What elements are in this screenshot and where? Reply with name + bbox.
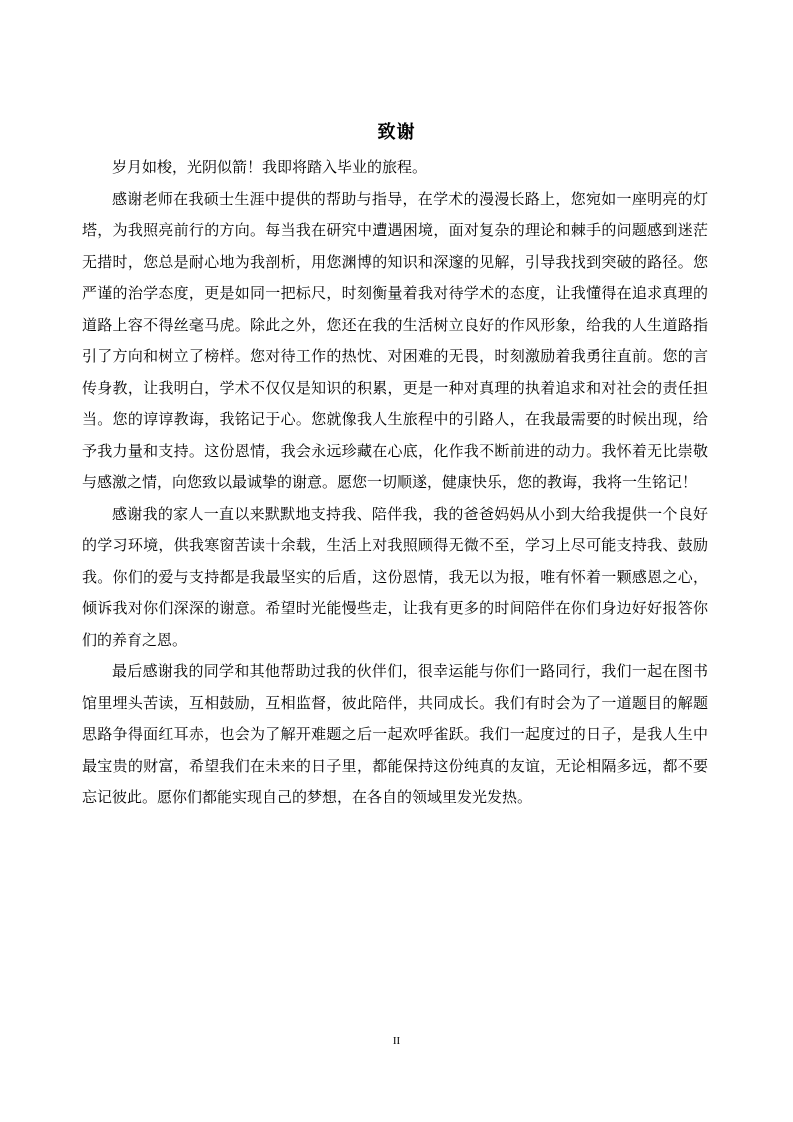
paragraph-family: 感谢我的家人一直以来默默地支持我、陪伴我，我的爸爸妈妈从小到大给我提供一个良好的学习环境，供我寒窗苦读十余载，生活上对我照顾得无微不至，学习上尽可能支持我、鼓励我。你们的爱与支持都是我最坚实的后盾，这份恩情，我无以为报，唯有怀着一颗感恩之心，倾诉我对你们深深的谢意。希望时光能慢些走，让我有更多的时间陪伴在你们身边好好报答你们的养育之恩。: [82, 504, 708, 649]
paragraph-classmates: 最后感谢我的同学和其他帮助过我的伙伴们，很幸运能与你们一路同行，我们一起在图书馆里埋头苦读，互相鼓励，互相监督，彼此陪伴，共同成长。我们有时会为了一道题目的解题思路争得面红耳赤，也会为了解开难题之后一起欢呼雀跃。我们一起度过的日子，是我人生中最宝贵的财富，希望我们在未来的日子里，都能保持这份纯真的友谊，无论相隔多远，都不要忘记彼此。愿你们都能实现自己的梦想，在各自的领域里发光发热。: [82, 662, 708, 806]
page-title: 致谢: [377, 122, 416, 143]
page-number: II: [392, 1035, 401, 1047]
acknowledgement-body: [82, 152, 708, 814]
paragraph-opening: 岁月如梭，光阴似箭！我即将踏入毕业的旅程。: [112, 158, 428, 176]
paragraph-teacher: 感谢老师在我硕士生涯中提供的帮助与指导，在学术的漫漫长路上，您宛如一座明亮的灯塔，为我照亮前行的方向。每当我在研究中遭遇困境，面对复杂的理论和棘手的问题感到迷茫无措时，您总是耐心地为我剖析，用您渊博的知识和深邃的见解，引导我找到突破的路径。您严谨的治学态度，更是如同一把标尺，时刻衡量着我对待学术的态度，让我懂得在追求真理的道路上容不得丝毫马虎。除此之外，您还在我的生活树立良好的作风形象，给我的人生道路指引了方向和树立了榜样。您对待工作的热忱、对困难的无畏，时刻激励着我勇往直前。您的言传身教，让我明白，学术不仅仅是知识的积累，更是一种对真理的执着追求和对社会的责任担当。您的谆谆教诲，我铭记于心。您就像我人生旅程中的引路人，在我最需要的时候出现，给予我力量和支持。这份恩情，我会永远珍藏在心底，化作我不断前进的动力。我怀着无比崇敬与感激之情，向您致以最诚挚的谢意。愿您一切顺遂，健康快乐，您的教诲，我将一生铭记！: [82, 189, 708, 491]
